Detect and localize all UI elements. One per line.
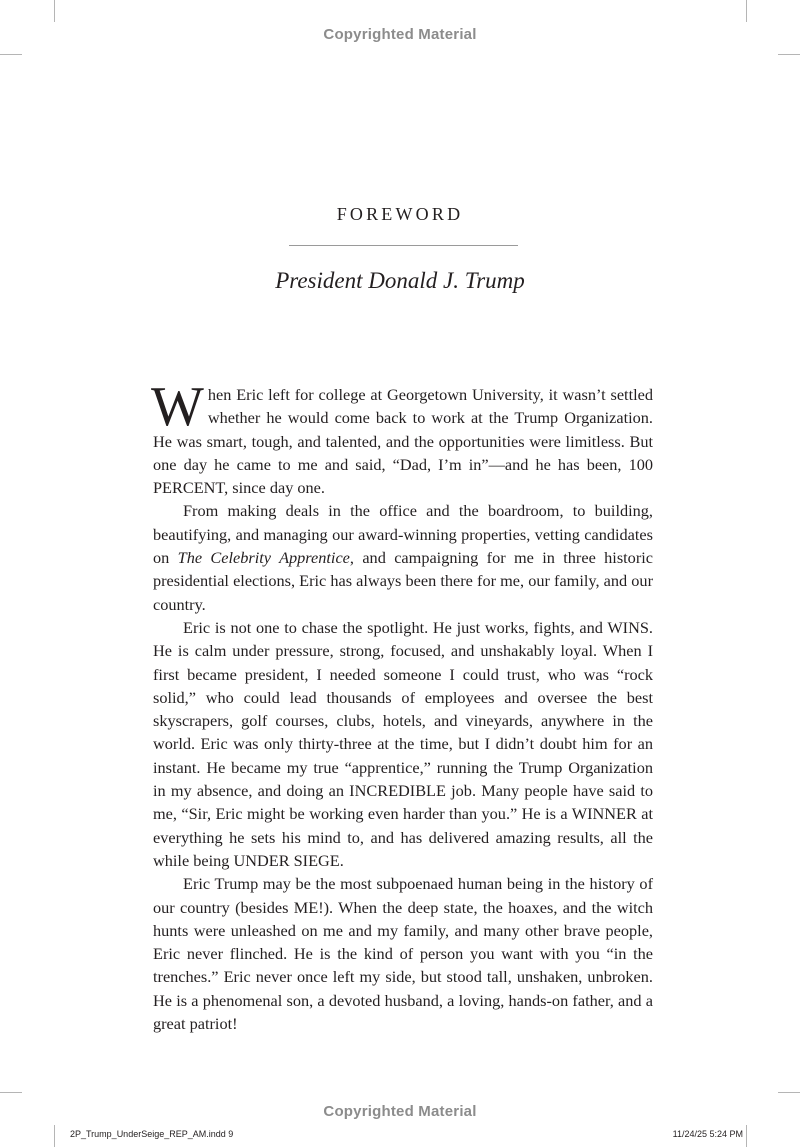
crop-mark-top-left: [54, 0, 55, 22]
paragraph-2-before: From making deals in the office and the boardroom, to building, beautifying, and managing our award-winning properties, vetting candidates on: [153, 501, 653, 568]
paragraph-2-after: , and campaigning for me in three historic presidential elections, Eric has always been there for me, our family, and our country.: [153, 548, 653, 614]
drop-cap: W: [151, 376, 204, 438]
copyright-watermark-top: Copyrighted Material: [323, 26, 477, 43]
crop-mark-right-top: [778, 54, 800, 55]
paragraph-3: Eric is not one to chase the spotlight. He just works, fights, and WINS. He is calm under pressure, strong, focused, and unshakably loyal. When I first became president, I needed someone I could trust, who was “rock solid,” who could lead thousands of employees and oversee the best skyscrapers, golf courses, clubs, hotels, and vineyards, anywhere in the world. Eric was only thirty-three at the time, but I didn’t doubt him for an instant. He became my true “apprentice,” running the Trump Organization in my absence, and doing an INCREDIBLE job. Many people have said to me, “Sir, Eric might be working even harder than you.” He is a WINNER at everything he sets his mind to, and has delivered amazing results, all the while being UNDER SIEGE.: [153, 617, 653, 870]
body-text: [151, 376, 653, 1035]
paragraph-1: [151, 376, 653, 499]
crop-mark-left-top: [0, 54, 22, 55]
footer-file-slug: 2P_Trump_UnderSeige_REP_AM.indd 9: [70, 1129, 234, 1139]
paragraph-4: Eric Trump may be the most subpoenaed human being in the history of our country (besides ME!). When the deep state, the hoaxes, and the witch hunts were unleashed on me and my family, and many other brave people, Eric never flinched. He is the kind of person you want with you “in the trenches.” Eric never once left my side, but stood tall, unshaken, unbroken. He is a phenomenal son, a devoted husband, a loving, hands-on father, and a great patriot!: [153, 874, 653, 1034]
crop-mark-bottom-left: [54, 1125, 55, 1147]
crop-mark-left-bottom: [0, 1092, 22, 1093]
footer-timestamp: 11/24/25 5:24 PM: [672, 1129, 743, 1139]
paragraph-1-text: hen Eric left for college at Georgetown University, it wasn’t settled whether he would come back to work at the Trump Organization. He was smart, tough, and talented, and the opportunities were limitless. But one day he came to me and said, “Dad, I’m in”—and he has been, 100 PERCENT, since day one.: [153, 385, 653, 498]
author-subtitle: President Donald J. Trump: [275, 268, 525, 293]
copyright-watermark-bottom: Copyrighted Material: [323, 1103, 477, 1120]
crop-mark-top-right: [746, 0, 747, 22]
crop-mark-right-bottom: [778, 1092, 800, 1093]
show-title: The Celebrity Apprentice: [177, 548, 350, 568]
chapter-heading: FOREWORD: [336, 204, 464, 224]
paragraph-2: [153, 499, 653, 615]
heading-rule: [289, 245, 518, 246]
crop-mark-bottom-right: [746, 1125, 747, 1147]
